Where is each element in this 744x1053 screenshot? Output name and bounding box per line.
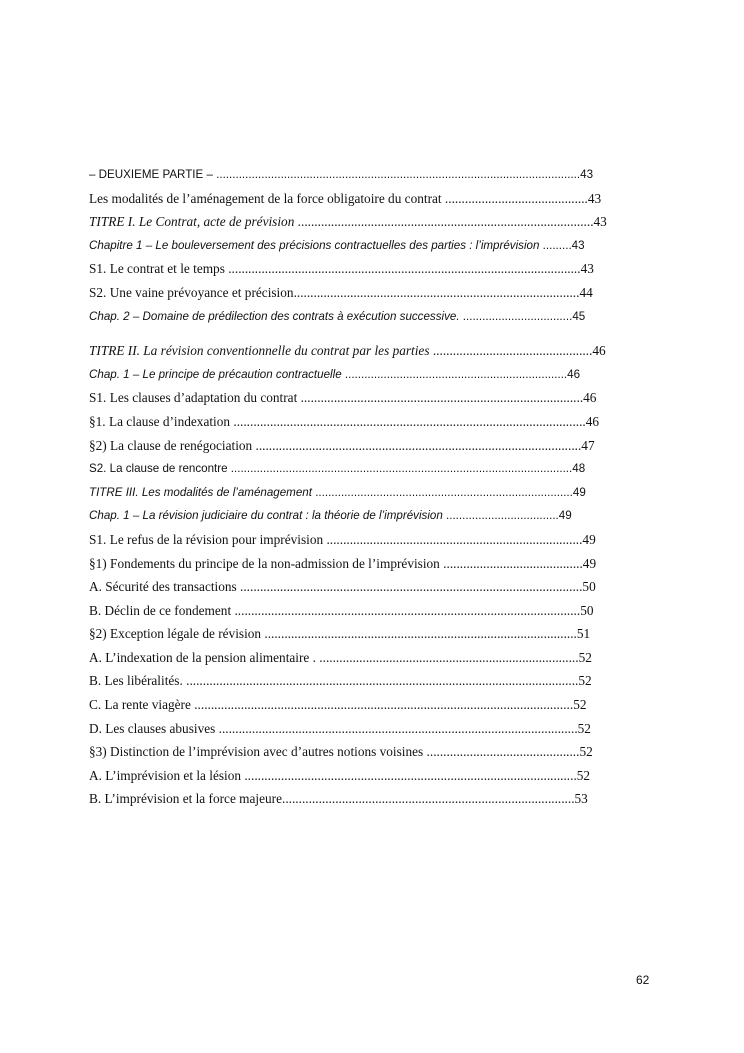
toc-entry-text: A. L’indexation de la pension alimentaire .: [89, 649, 316, 665]
toc-entry-text: TITRE I. Le Contrat, acte de prévision: [89, 214, 295, 230]
toc-leader-dots: ........................................................................................................: [231, 602, 581, 618]
toc-page-ref: 46: [567, 367, 581, 381]
toc-entry[interactable]: [89, 481, 649, 505]
toc-entry[interactable]: [89, 457, 649, 481]
toc-page-ref: 53: [574, 791, 588, 807]
toc-page-ref: 43: [571, 238, 585, 252]
toc-entry[interactable]: [89, 410, 649, 434]
toc-leader-dots: .......................................................................................................: [236, 579, 583, 595]
toc-entry-text: S1. Le refus de la révision pour imprévision: [89, 531, 324, 547]
toc-leader-dots: ................................................: [429, 343, 593, 359]
toc-entry[interactable]: [89, 504, 649, 528]
toc-leader-dots: ...........................................: [441, 190, 588, 206]
toc-entry-text: §2) La clause de renégociation: [89, 437, 253, 453]
toc-page-ref: 43: [593, 214, 607, 230]
toc-leader-dots: ..................................................................................................................: [190, 697, 574, 713]
toc-entry[interactable]: [89, 646, 649, 670]
toc-page-ref: 50: [582, 579, 596, 595]
toc-entry[interactable]: [89, 434, 649, 458]
toc-page-ref: 49: [582, 555, 597, 571]
toc-entry[interactable]: [89, 669, 649, 693]
toc-entry[interactable]: [89, 764, 649, 788]
toc-leader-dots: .................................................................................................................: [212, 168, 581, 181]
toc-entry[interactable]: [89, 740, 649, 764]
toc-entry-text: Chap. 1 – Le principe de précaution contractuelle: [89, 367, 342, 381]
toc-leader-dots: ..........................................................................................................: [230, 413, 586, 429]
toc-leader-dots: ......................................................................................: [293, 284, 580, 300]
toc-leader-dots: ..........................................: [439, 555, 583, 571]
toc-entry-text: S1. Le contrat et le temps: [89, 261, 225, 277]
toc-page-ref: 49: [582, 531, 596, 547]
toc-page-ref: 46: [592, 343, 606, 359]
toc-leader-dots: .....................................................................................: [297, 390, 584, 406]
toc-page-ref: 52: [577, 720, 591, 736]
toc-entry[interactable]: [89, 163, 649, 187]
toc-leader-dots: ............................................................................................................: [215, 720, 578, 736]
toc-leader-dots: .........: [539, 238, 572, 252]
toc-leader-dots: ..................................: [459, 309, 573, 323]
toc-entry[interactable]: [89, 599, 649, 623]
toc-page-ref: 44: [579, 284, 593, 300]
toc-page-ref: 50: [580, 602, 594, 618]
table-of-contents: [89, 163, 649, 811]
toc-page-ref: 46: [585, 413, 600, 429]
toc-leader-dots: .....................................................................: [341, 367, 568, 381]
toc-page-ref: 43: [580, 168, 594, 181]
toc-page-ref: 43: [580, 261, 594, 277]
toc-entry-text: B. L’imprévision et la force majeure: [89, 791, 282, 807]
toc-entry-text: §1. La clause d’indexation: [89, 413, 231, 429]
toc-entry-text: B. Les libéralités.: [89, 673, 183, 689]
toc-page-ref: 49: [572, 485, 586, 499]
toc-leader-dots: ..........................................................................................................: [227, 462, 573, 476]
toc-page-ref: 52: [573, 697, 587, 713]
toc-leader-dots: .............................................................................: [323, 531, 583, 547]
toc-entry-text: Chap. 1 – La révision judiciaire du contrat : la théorie de l’imprévision: [89, 509, 443, 523]
toc-entry[interactable]: [89, 528, 649, 552]
toc-page-ref: 51: [576, 626, 591, 642]
toc-entry-text: S1. Les clauses d’adaptation du contrat: [89, 390, 298, 406]
toc-entry-text: – DEUXIEME PARTIE –: [89, 168, 213, 181]
toc-page-ref: 46: [583, 390, 597, 406]
toc-entry-text: B. Déclin de ce fondement: [89, 602, 232, 618]
toc-entry[interactable]: [89, 281, 649, 305]
toc-entry-text: §3) Distinction de l’imprévision avec d’autres notions voisines: [89, 744, 424, 760]
toc-page-ref: 47: [581, 437, 595, 453]
toc-leader-dots: ..............................................: [423, 744, 580, 760]
toc-leader-dots: ...................................: [442, 509, 559, 523]
toc-entry-text: D. Les clauses abusives: [89, 720, 216, 736]
toc-entry[interactable]: [89, 787, 649, 811]
toc-entry[interactable]: [89, 693, 649, 717]
toc-entry-text: S2. Une vaine prévoyance et précision: [89, 284, 294, 300]
toc-page-ref: 52: [578, 673, 592, 689]
toc-entry[interactable]: [89, 575, 649, 599]
toc-entry[interactable]: [89, 210, 649, 234]
page-number: 62: [636, 973, 650, 987]
toc-entry-text: A. Sécurité des transactions: [89, 579, 237, 595]
toc-page-ref: 48: [572, 462, 586, 476]
toc-entry-text: S2. La clause de rencontre: [89, 462, 228, 476]
toc-leader-dots: ..................................................................................................: [252, 437, 582, 453]
toc-leader-dots: ................................................................................: [311, 485, 573, 499]
toc-leader-dots: ..............................................................................................: [261, 626, 577, 642]
toc-leader-dots: .........................................................................................: [294, 214, 594, 230]
toc-entry[interactable]: [89, 305, 649, 329]
toc-entry[interactable]: [89, 386, 649, 410]
toc-leader-dots: ......................................................................................................................: [182, 673, 579, 689]
toc-leader-dots: ....................................................................................................: [241, 767, 577, 783]
toc-page-ref: 49: [558, 509, 572, 523]
toc-entry[interactable]: [89, 552, 649, 576]
toc-entry[interactable]: [89, 257, 649, 281]
toc-leader-dots: ........................................................................................: [282, 791, 575, 807]
toc-entry-text: §2) Exception légale de révision: [89, 626, 262, 642]
toc-entry-text: C. La rente viagère: [89, 697, 191, 713]
toc-entry-text: Les modalités de l’aménagement de la force obligatoire du contrat: [89, 190, 442, 206]
toc-entry-text: TITRE II. La révision conventionnelle du contrat par les parties: [89, 343, 430, 359]
toc-entry-text: Chap. 2 – Domaine de prédilection des contrats à exécution successive.: [89, 309, 460, 323]
toc-leader-dots: ..........................................................................................................: [224, 261, 581, 277]
toc-page-ref: 52: [578, 649, 592, 665]
toc-page-ref: 43: [587, 190, 602, 206]
toc-entry-text: §1) Fondements du principe de la non-admission de l’imprévision: [89, 555, 440, 571]
toc-entry[interactable]: [89, 339, 649, 363]
toc-page-ref: 52: [579, 744, 593, 760]
toc-entry[interactable]: [89, 363, 649, 387]
toc-entry[interactable]: [89, 234, 649, 258]
toc-entry-text: A. L’imprévision et la lésion: [89, 767, 242, 783]
toc-entry[interactable]: [89, 187, 649, 211]
toc-page-ref: 45: [572, 309, 586, 323]
toc-entry-text: Chapitre 1 – Le bouleversement des précisions contractuelles des parties : l’imprévision: [89, 238, 540, 252]
toc-entry[interactable]: [89, 622, 649, 646]
toc-entry[interactable]: [89, 717, 649, 741]
toc-page-ref: 52: [576, 767, 591, 783]
toc-entry-text: TITRE III. Les modalités de l’aménagement: [89, 485, 312, 499]
toc-leader-dots: ..............................................................................: [315, 649, 579, 665]
